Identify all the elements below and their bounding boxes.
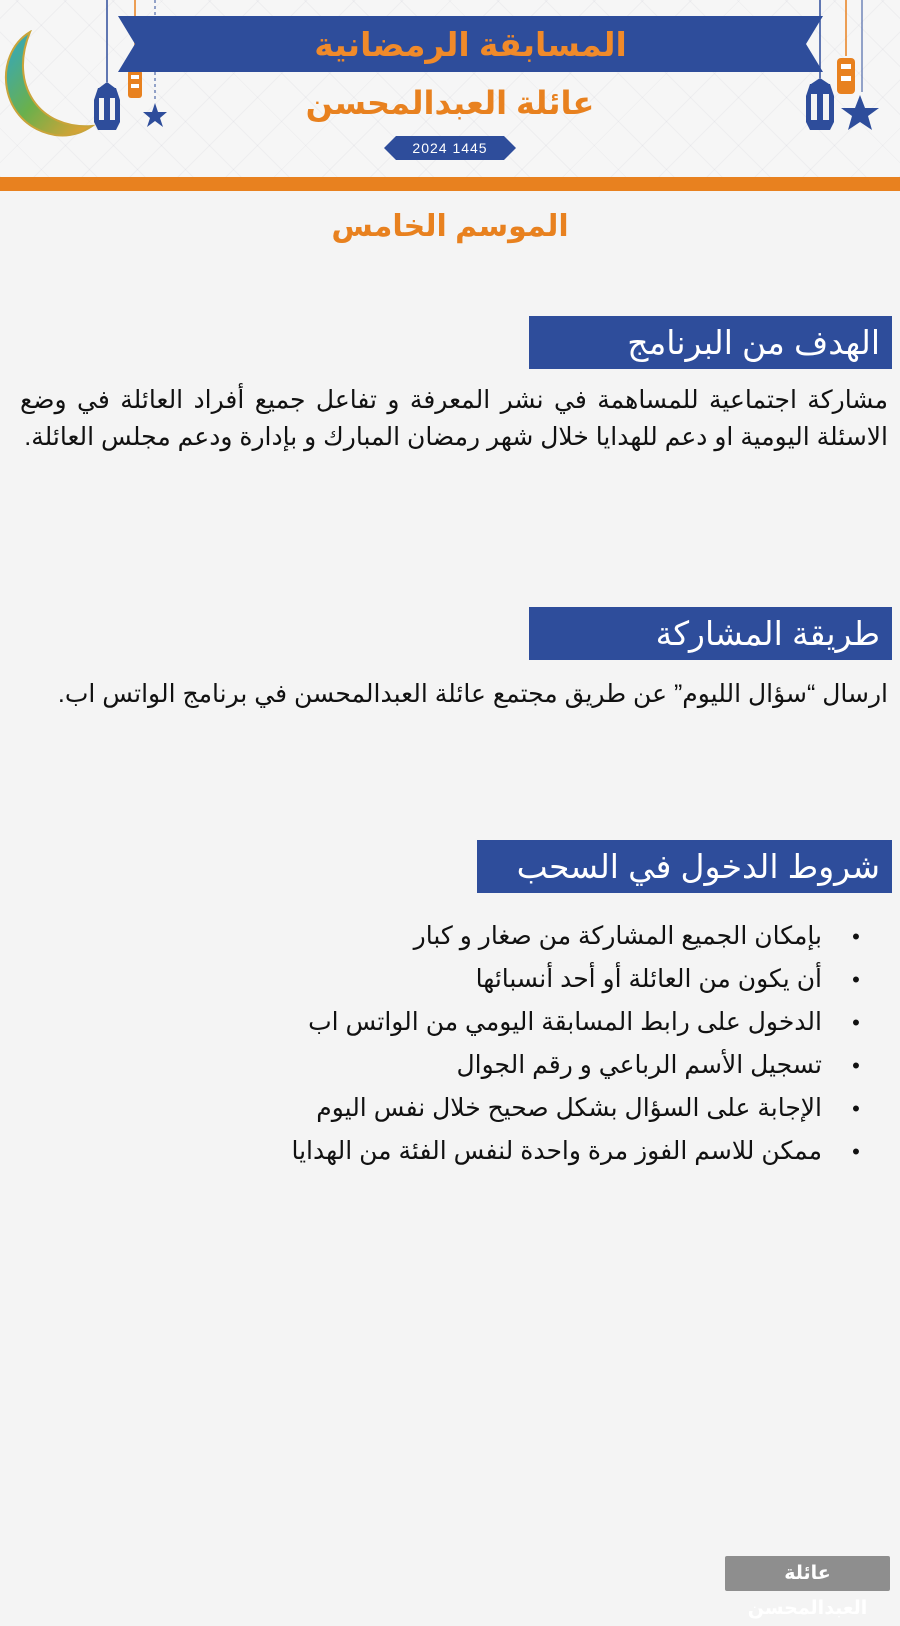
list-item-text: تسجيل الأسم الرباعي و رقم الجوال bbox=[456, 1051, 822, 1079]
bullet-icon: • bbox=[852, 924, 860, 949]
section-heading-participation: طريقة المشاركة bbox=[529, 607, 892, 660]
family-name: عائلة العبدالمحسن bbox=[305, 85, 595, 121]
title-ribbon bbox=[118, 16, 823, 72]
list-item bbox=[150, 1130, 888, 1173]
bullet-icon: • bbox=[852, 1096, 860, 1121]
season-title: الموسم الخامس bbox=[331, 210, 569, 243]
bullet-icon: • bbox=[852, 1139, 860, 1164]
list-item-text: بإمكان الجميع المشاركة من صغار و كبار bbox=[413, 922, 822, 950]
crescent-moon-icon bbox=[0, 30, 95, 140]
list-item bbox=[150, 915, 888, 958]
participation-paragraph: ارسال “سؤال الليوم” عن طريق مجتمع عائلة العبدالمحسن في برنامج الواتس اب. bbox=[57, 680, 888, 708]
bullet-icon: • bbox=[852, 1053, 860, 1078]
section-heading-goal: الهدف من البرنامج bbox=[529, 316, 892, 369]
list-item-text: أن يكون من العائلة أو أحد أنسبائها bbox=[475, 965, 822, 993]
list-item bbox=[150, 958, 888, 1001]
watermark-label: عائلة العبدالمحسن bbox=[725, 1556, 890, 1591]
list-item bbox=[150, 1087, 888, 1130]
list-item-text: ممكن للاسم الفوز مرة واحدة لنفس الفئة من الهدايا bbox=[291, 1137, 822, 1165]
page-title: المسابقة الرمضانية bbox=[314, 26, 627, 63]
list-item-text: الدخول على رابط المسابقة اليومي من الواتس اب bbox=[308, 1008, 822, 1036]
year-badge bbox=[384, 136, 516, 160]
section-heading-conditions: شروط الدخول في السحب bbox=[477, 840, 892, 893]
header-banner bbox=[0, 0, 900, 177]
bullet-icon: • bbox=[852, 967, 860, 992]
list-item-text: الإجابة على السؤال بشكل صحيح خلال نفس اليوم bbox=[316, 1094, 822, 1122]
goal-paragraph: مشاركة اجتماعية للمساهمة في نشر المعرفة و تفاعل جميع أفراد العائلة في وضع الاسئلة اليومية او دعم للهدايا خلال شهر رمضان المبارك و بإدارة ودعم مجلس العائلة. bbox=[20, 386, 888, 451]
header-divider bbox=[0, 177, 900, 191]
conditions-list bbox=[150, 915, 888, 1173]
year-text: 2024 1445 bbox=[412, 140, 488, 156]
list-item bbox=[150, 1044, 888, 1087]
list-item bbox=[150, 1001, 888, 1044]
bullet-icon: • bbox=[852, 1010, 860, 1035]
